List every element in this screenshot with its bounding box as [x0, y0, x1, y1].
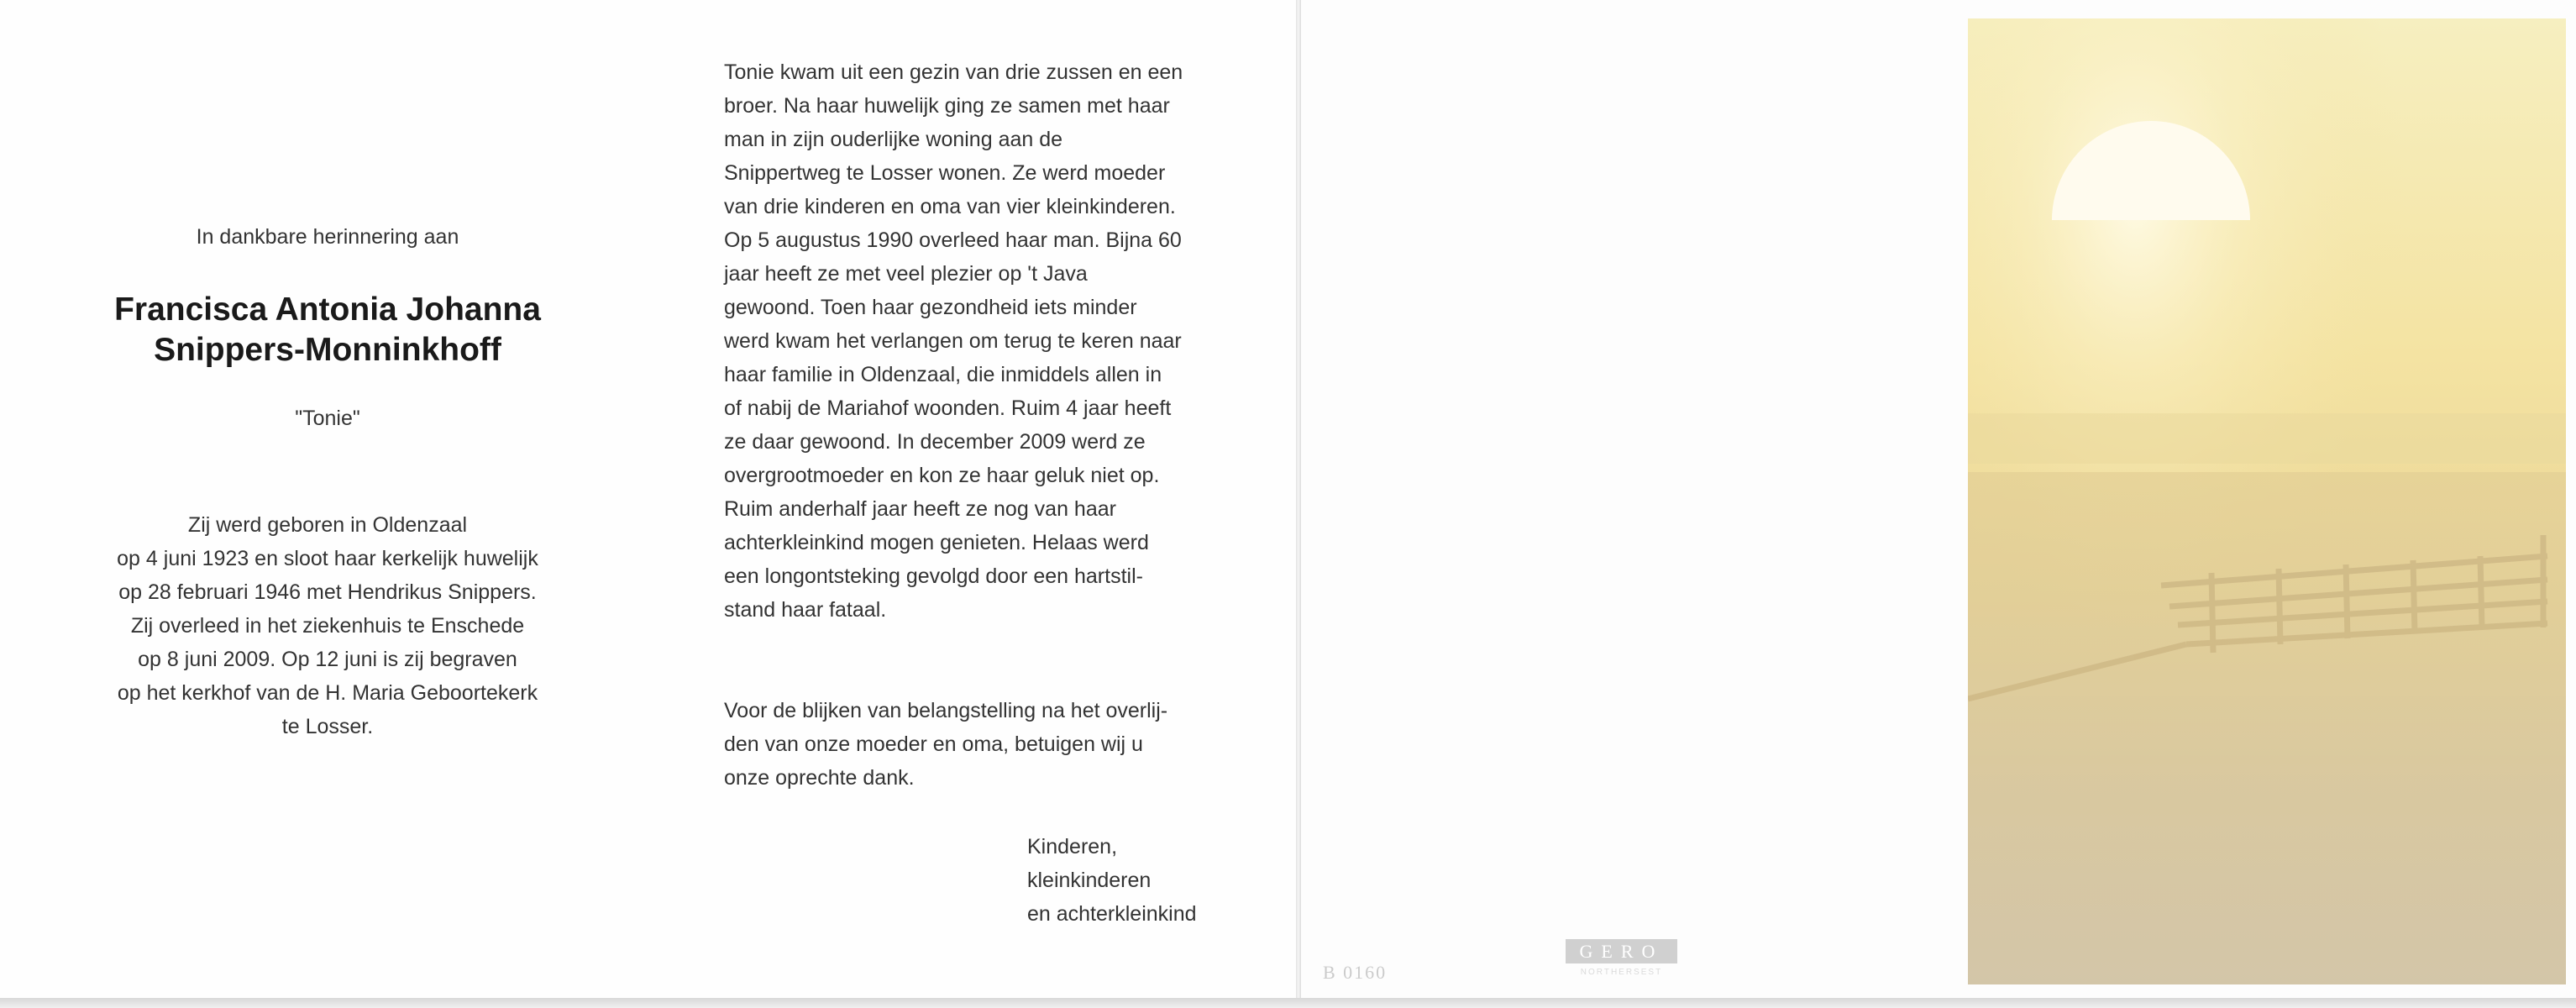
- thanks-text: [724, 694, 1220, 795]
- story-line: jaar heeft ze met veel plezier op 't Java: [724, 262, 1088, 286]
- signature-line: Kinderen,: [1027, 835, 1118, 858]
- signature: [1027, 830, 1197, 931]
- signature-line: kleinkinderen: [1027, 869, 1152, 892]
- card-bottom-edge: [0, 998, 2576, 1008]
- story-line: Op 5 augustus 1990 overleed haar man. Bijna 60: [724, 228, 1182, 252]
- story-line: Ruim anderhalf jaar heeft ze nog van haar: [724, 497, 1116, 521]
- story-line: Snippertweg te Losser wonen. Ze werd moeder: [724, 161, 1166, 185]
- signature-line: en achterkleinkind: [1027, 902, 1197, 926]
- intro-text: In dankbare herinnering aan: [196, 225, 459, 249]
- story-line: werd kwam het verlangen om terug te keren naar: [724, 329, 1182, 353]
- bio-line: Zij werd geboren in Oldenzaal: [187, 513, 468, 537]
- name-line-1: Francisca Antonia Johanna: [114, 291, 541, 328]
- story-line: een longontsteking gevolgd door een hartstil-: [724, 564, 1143, 588]
- story-line: overgrootmoeder en kon ze haar geluk niet op.: [724, 464, 1160, 487]
- thanks-line: Voor de blijken van belangstelling na het overlij-: [724, 699, 1168, 722]
- story-line: man in zijn ouderlijke woning aan de: [724, 128, 1063, 151]
- deceased-name: [84, 290, 571, 370]
- story-line: broer. Na haar huwelijk ging ze samen met haar: [724, 94, 1170, 118]
- thanks-line: onze oprechte dank.: [724, 766, 915, 790]
- bio-line: op het kerkhof van de H. Maria Geboortekerk: [117, 681, 538, 705]
- life-story: [724, 55, 1220, 627]
- field: [1968, 472, 2566, 984]
- publisher-logo: GERO: [1566, 939, 1677, 963]
- story-line: van drie kinderen en oma van vier kleinkinderen.: [724, 195, 1176, 218]
- bio-line: op 28 februari 1946 met Hendrikus Snippers.: [118, 580, 537, 604]
- bio-line: Zij overleed in het ziekenhuis te Enschede: [130, 614, 525, 638]
- story-line: Tonie kwam uit een gezin van drie zussen en een: [724, 60, 1183, 84]
- biography: [84, 508, 571, 743]
- story-line: ze daar gewoond. In december 2009 werd ze: [724, 430, 1146, 454]
- story-line: stand haar fataal.: [724, 598, 887, 622]
- publisher-logo-subtext: NORTHERSEST: [1580, 968, 1663, 977]
- thanks-line: den van onze moeder en oma, betuigen wij u: [724, 732, 1143, 756]
- bio-line: te Losser.: [281, 715, 374, 738]
- card-fold: [1296, 0, 1301, 1008]
- story-line: haar familie in Oldenzaal, die inmiddels allen in: [724, 363, 1162, 386]
- nickname: "Tonie": [295, 407, 360, 430]
- story-line: achterkleinkind mogen genieten. Helaas werd: [724, 531, 1149, 554]
- horizon-haze: [1968, 413, 2566, 464]
- story-line: of nabij de Mariahof woonden. Ruim 4 jaar heeft: [724, 396, 1172, 420]
- sunset-landscape-photo: [1968, 18, 2566, 984]
- story-line: gewoond. Toen haar gezondheid iets minder: [724, 296, 1137, 319]
- bio-line: op 4 juni 1923 en sloot haar kerkelijk huwelijk: [117, 547, 538, 570]
- name-line-2: Snippers-Monninkhoff: [154, 332, 501, 368]
- print-code: B 0160: [1323, 962, 1388, 983]
- bio-line: op 8 juni 2009. Op 12 juni is zij begraven: [138, 648, 517, 671]
